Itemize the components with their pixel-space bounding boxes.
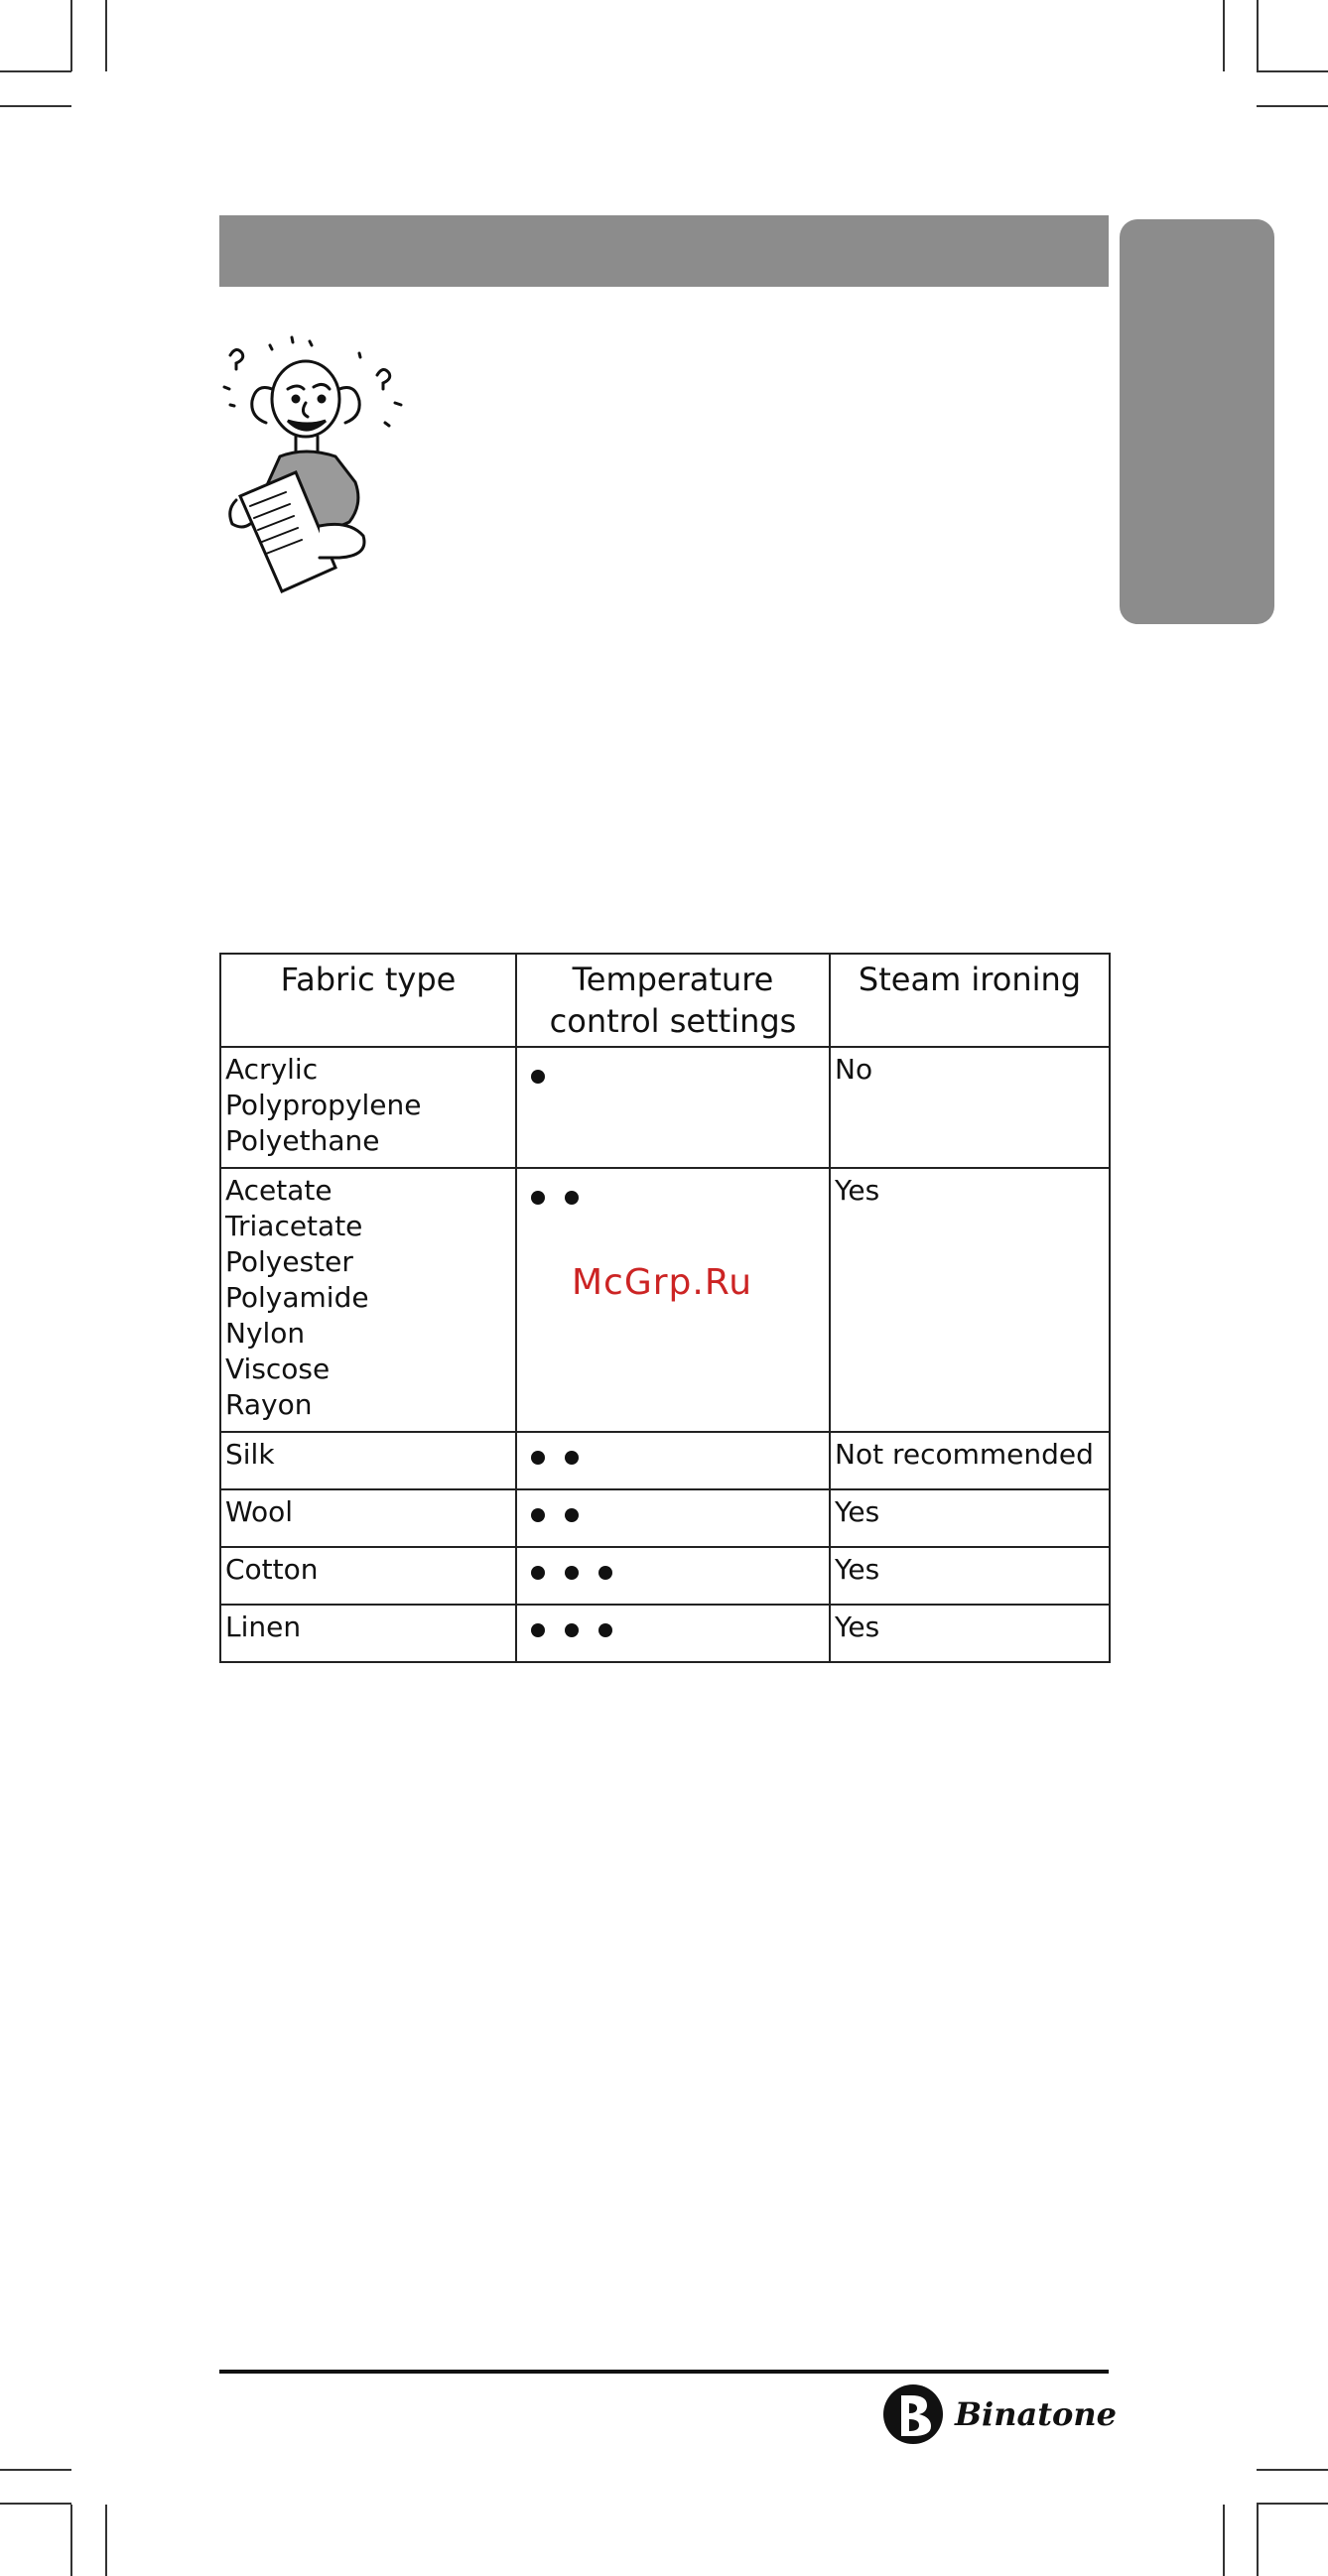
fabric-name: Polypropylene: [225, 1089, 422, 1121]
temperature-dots: [521, 1552, 825, 1580]
fabric-name: Polyamide: [225, 1281, 369, 1314]
crop-mark: [105, 0, 107, 71]
temperature-dot-icon: [531, 1070, 545, 1084]
confused-man-reading-illustration: [210, 327, 429, 601]
table-row: [220, 1605, 1110, 1662]
side-language-tab: [1120, 219, 1274, 624]
crop-mark: [105, 2505, 107, 2576]
crop-mark: [1223, 0, 1225, 71]
temperature-setting-cell: [516, 1047, 830, 1168]
crop-mark: [0, 2503, 71, 2505]
crop-mark: [1257, 0, 1259, 71]
steam-ironing-cell: Yes: [830, 1489, 1110, 1547]
fabric-name: Acrylic: [225, 1053, 319, 1086]
temperature-dot-icon: [565, 1623, 579, 1637]
table-body: [220, 1047, 1110, 1662]
table-header-row: [220, 954, 1110, 1047]
crop-mark: [70, 2505, 72, 2576]
fabric-temperature-table: [219, 953, 1111, 1663]
steam-ironing-cell: Not recommended: [830, 1432, 1110, 1489]
crop-mark: [1257, 2469, 1328, 2471]
temperature-dot-icon: [531, 1566, 545, 1580]
crop-mark: [1257, 70, 1328, 72]
fabric-type-cell: [220, 1047, 516, 1168]
fabric-name: Nylon: [225, 1317, 306, 1350]
crop-mark: [1257, 2505, 1259, 2576]
footer-rule: [219, 2370, 1109, 2374]
fabric-name: Polyethane: [225, 1124, 380, 1157]
temperature-dot-icon: [531, 1451, 545, 1465]
table-row: [220, 1547, 1110, 1605]
temperature-dot-icon: [565, 1566, 579, 1580]
crop-mark: [70, 0, 72, 71]
temperature-dots: [521, 1173, 825, 1205]
steam-ironing-cell: Yes: [830, 1168, 1110, 1432]
temperature-setting-cell: [516, 1547, 830, 1605]
header-steam-ironing: Steam ironing: [830, 954, 1110, 1047]
fabric-name: Acetate: [225, 1174, 332, 1207]
fabric-name: Rayon: [225, 1388, 313, 1421]
watermark: McGrp.Ru: [572, 1262, 753, 1303]
fabric-type-cell: [220, 1489, 516, 1547]
fabric-name: Silk: [225, 1438, 275, 1471]
temperature-dot-icon: [598, 1623, 612, 1637]
temperature-dot-icon: [531, 1508, 545, 1522]
fabric-name: Linen: [225, 1610, 302, 1643]
header-temperature-settings: Temperature control settings: [516, 954, 830, 1047]
fabric-type-cell: [220, 1432, 516, 1489]
temperature-dots: [521, 1437, 825, 1465]
fabric-name: Cotton: [225, 1553, 319, 1586]
crop-mark: [0, 70, 71, 72]
temperature-dot-icon: [565, 1451, 579, 1465]
temperature-dot-icon: [598, 1566, 612, 1580]
temperature-dot-icon: [565, 1508, 579, 1522]
temperature-setting-cell: [516, 1432, 830, 1489]
fabric-name: Viscose: [225, 1352, 331, 1385]
fabric-type-cell: [220, 1605, 516, 1662]
temperature-dots: [521, 1610, 825, 1637]
temperature-dot-icon: [565, 1191, 579, 1205]
crop-mark: [1257, 2503, 1328, 2505]
crop-mark: [0, 105, 71, 107]
section-header-bar: [219, 215, 1109, 287]
fabric-name: Triacetate: [225, 1210, 363, 1242]
fabric-type-cell: [220, 1168, 516, 1432]
table-row: [220, 1047, 1110, 1168]
table-row: [220, 1432, 1110, 1489]
temperature-dot-icon: [531, 1191, 545, 1205]
temperature-dots: [521, 1494, 825, 1522]
steam-ironing-cell: Yes: [830, 1547, 1110, 1605]
table-row: [220, 1168, 1110, 1432]
temperature-setting-cell: [516, 1605, 830, 1662]
steam-ironing-cell: Yes: [830, 1605, 1110, 1662]
crop-mark: [1257, 105, 1328, 107]
header-fabric-type: Fabric type: [220, 954, 516, 1047]
crop-mark: [0, 2469, 71, 2471]
crop-mark: [1223, 2505, 1225, 2576]
temperature-setting-cell: [516, 1168, 830, 1432]
fabric-name: Polyester: [225, 1245, 353, 1278]
table-row: [220, 1489, 1110, 1547]
fabric-type-cell: [220, 1547, 516, 1605]
brand-name: Binatone: [955, 2395, 1117, 2433]
temperature-dots: [521, 1052, 825, 1084]
temperature-dot-icon: [531, 1623, 545, 1637]
fabric-name: Wool: [225, 1495, 294, 1528]
temperature-setting-cell: [516, 1489, 830, 1547]
steam-ironing-cell: No: [830, 1047, 1110, 1168]
